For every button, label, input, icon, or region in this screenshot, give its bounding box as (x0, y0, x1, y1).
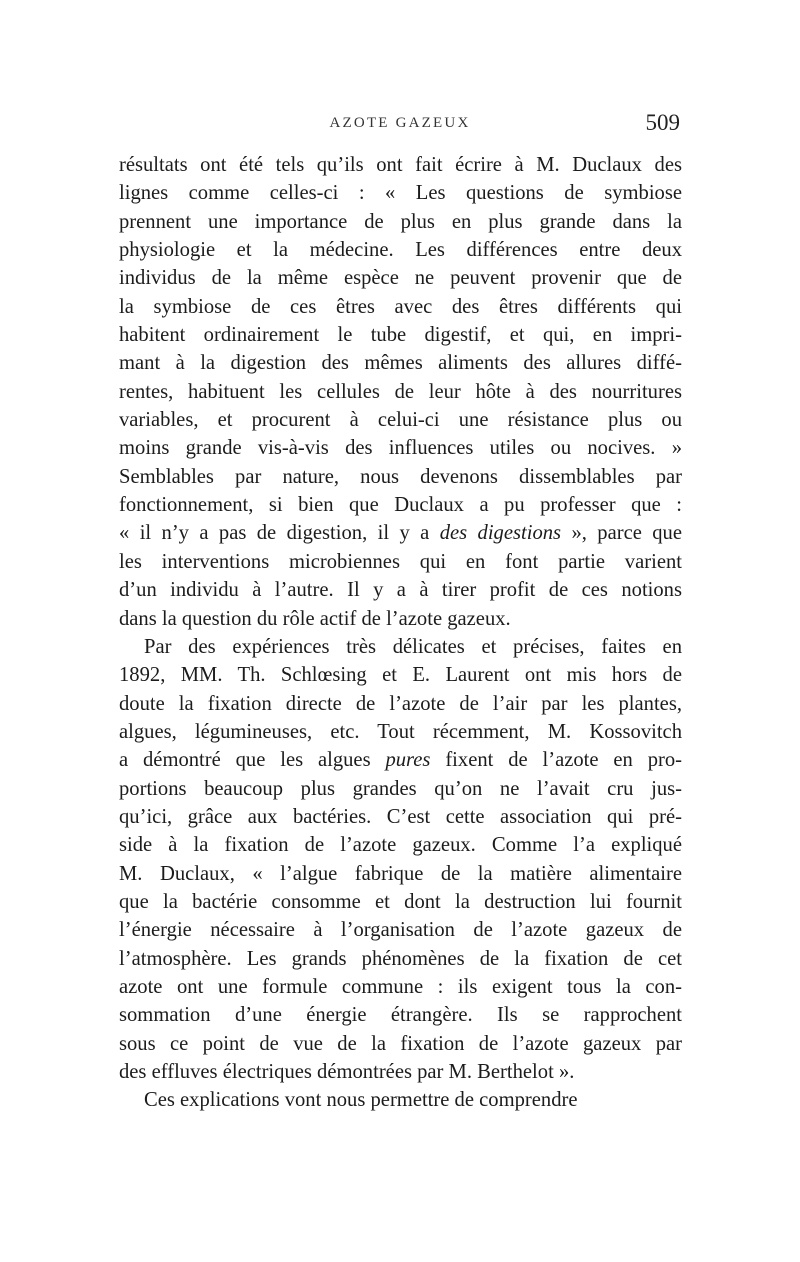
text-line: physiologie et la médecine. Les différences entre deux (119, 239, 682, 262)
text-line (119, 519, 682, 547)
text-line: sommation d’une énergie étrangère. Ils se rapprochent (119, 1004, 682, 1027)
text-line: rentes, habituent les cellules de leur hôte à des nourritures (119, 380, 682, 403)
text-line: les interventions microbiennes qui en font partie varient (119, 550, 682, 573)
text-line: algues, légumineuses, etc. Tout récemment, M. Kossovitch (119, 720, 682, 743)
text-line: portions beaucoup plus grandes qu’on ne l’avait cru jus- (119, 777, 682, 800)
text-line: résultats ont été tels qu’ils ont fait écrire à M. Duclaux des (119, 154, 682, 176)
text-line: moins grande vis-à-vis des influences utiles ou nocives. » (119, 437, 682, 460)
text-line: la symbiose de ces êtres avec des êtres différents qui (119, 295, 682, 318)
text-line: sous ce point de vue de la fixation de l’azote gazeux par (119, 1032, 682, 1055)
text-line: habitent ordinairement le tube digestif, et qui, en impri- (119, 324, 682, 347)
text-line: fonctionnement, si bien que Duclaux a pu professer que : (119, 494, 682, 517)
text-segment: « il n’y a pas de digestion, il y a (119, 522, 440, 545)
text-line: l’énergie nécessaire à l’organisation de l’azote gazeux de (119, 919, 682, 942)
page-number: 509 (645, 110, 680, 135)
text-line: dans la question du rôle actif de l’azote gazeux. (119, 607, 511, 630)
text-line: qu’ici, grâce aux bactéries. C’est cette association qui pré- (119, 805, 682, 828)
italic-text: pures (385, 749, 431, 772)
text-segment: fixent de l’azote en pro- (430, 749, 683, 772)
body-text (119, 151, 682, 1115)
text-line: azote ont une formule commune : ils exigent tous la con- (119, 975, 682, 998)
running-title: AZOTE GAZEUX (329, 115, 471, 131)
text-line: mant à la digestion des mêmes aliments des allures diffé- (119, 352, 682, 375)
text-line: que la bactérie consomme et dont la destruction lui fournit (119, 890, 682, 913)
text-line: Ces explications vont nous permettre de comprendre (144, 1089, 578, 1112)
text-line: doute la fixation directe de l’azote de l’air par les plantes, (119, 692, 682, 715)
text-line: prennent une importance de plus en plus grande dans la (119, 210, 682, 233)
text-line: individus de la même espèce ne peuvent provenir que de (119, 267, 682, 290)
text-line: side à la fixation de l’azote gazeux. Comme l’a expliqué (119, 834, 682, 857)
text-line: l’atmosphère. Les grands phénomènes de la fixation de cet (119, 947, 682, 970)
text-line: Semblables par nature, nous devenons dissemblables par (119, 465, 682, 488)
text-line: variables, et procurent à celui-ci une résistance plus ou (119, 409, 682, 432)
text-line: lignes comme celles-ci : « Les questions de symbiose (119, 182, 682, 205)
text-line (119, 746, 682, 774)
italic-text: des digestions (439, 522, 562, 545)
text-line: Par des expériences très délicates et précises, faites en (144, 635, 682, 658)
text-segment: », parce que (561, 522, 682, 545)
text-line: des effluves électriques démontrées par M. Berthelot ». (119, 1061, 575, 1083)
running-head (0, 110, 800, 143)
text-segment: a démontré que les algues (119, 749, 386, 772)
text-line: M. Duclaux, « l’algue fabrique de la matière alimentaire (119, 862, 682, 885)
text-line: d’un individu à l’autre. Il y a à tirer profit de ces notions (119, 579, 682, 602)
text-line: 1892, MM. Th. Schlœsing et E. Laurent ont mis hors de (119, 664, 682, 687)
